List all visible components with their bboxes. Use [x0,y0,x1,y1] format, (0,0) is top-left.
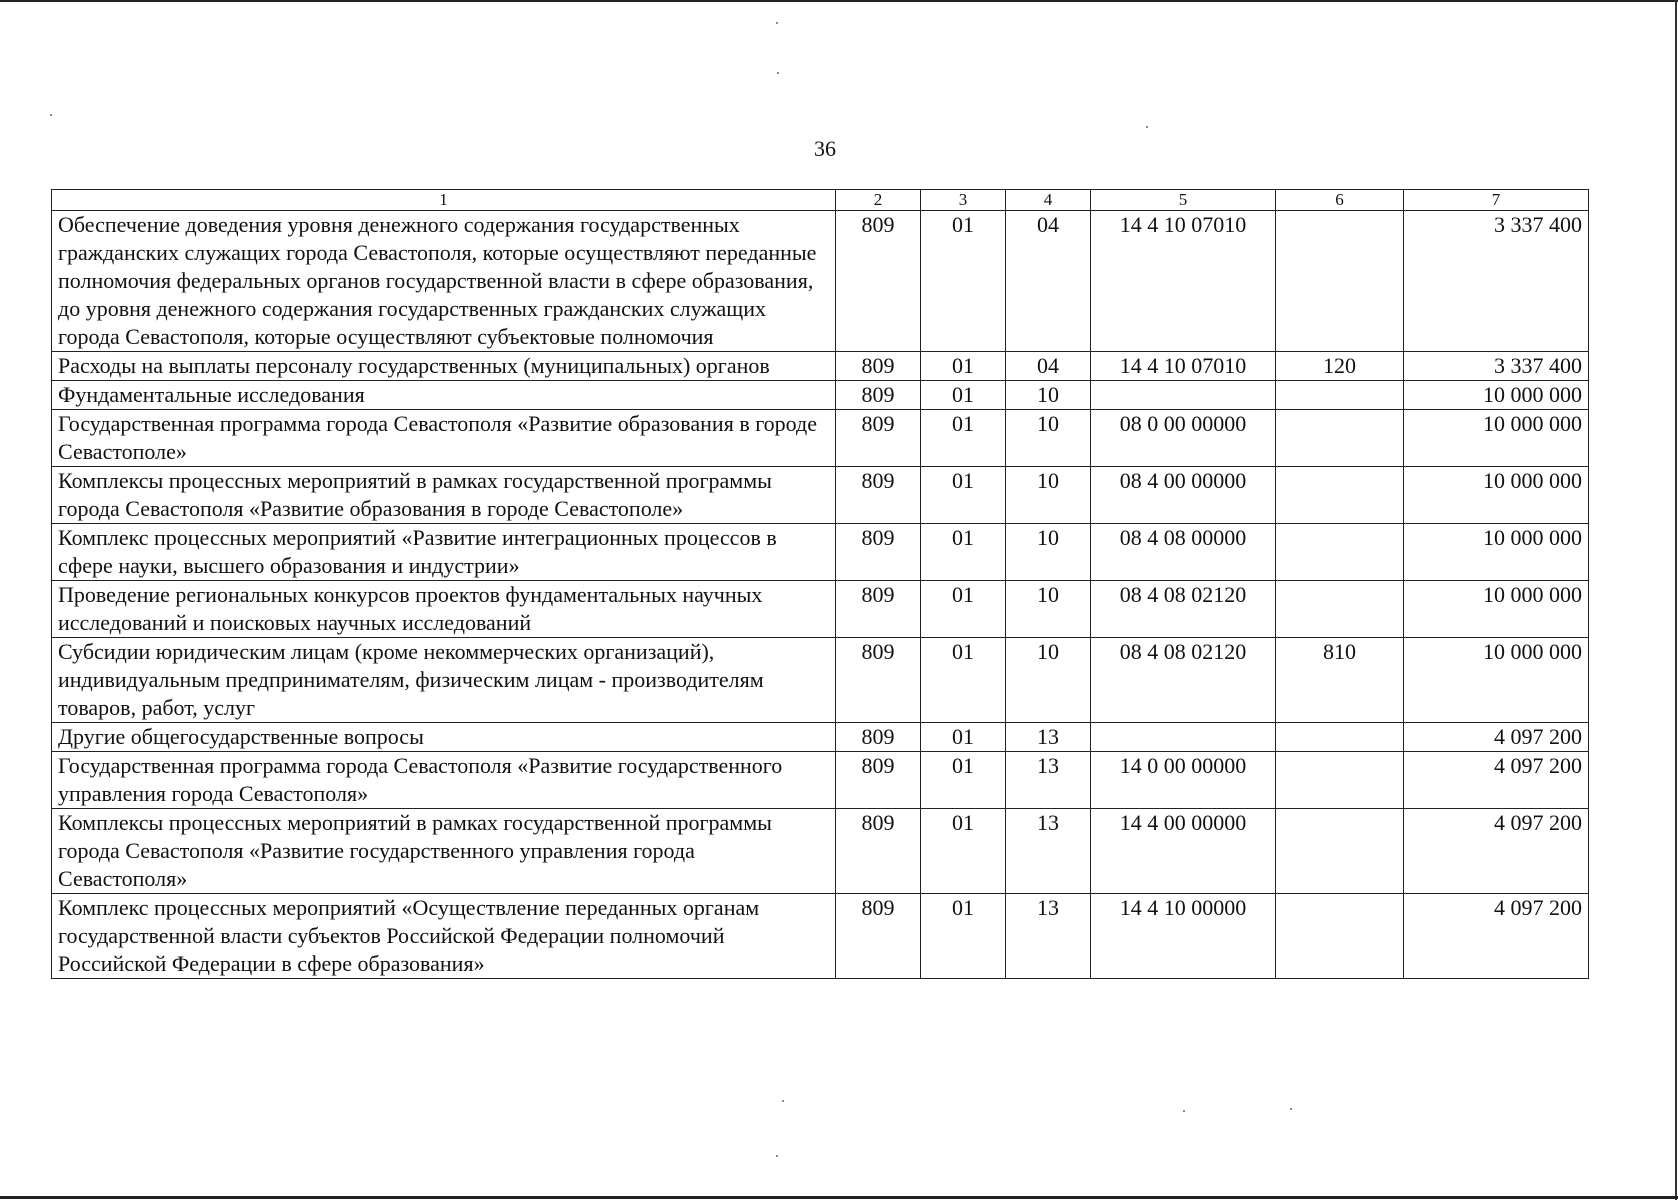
expense-name: Субсидии юридическим лицам (кроме некоммерческих организаций), индивидуальным предпринимателям, физическим лицам - производителям товаров, работ, услуг [52,638,836,723]
amount: 4 097 200 [1404,894,1589,979]
scan-speck [1183,1110,1185,1112]
subsection-code: 10 [1006,381,1091,410]
table-row [52,638,1589,723]
scan-speck [777,72,779,74]
scan-top-edge [0,0,1678,2]
section-code: 01 [921,723,1006,752]
column-header: 5 [1091,190,1276,211]
section-code: 01 [921,809,1006,894]
subsection-code: 04 [1006,352,1091,381]
expense-type-code [1276,894,1404,979]
ministry-code: 809 [836,524,921,581]
expense-name: Обеспечение доведения уровня денежного содержания государственных гражданских служащих города Севастополя, которые осуществляют переданные полномочия федеральных органов государственной власти в сфере образования, до уровня денежного содержания государственных гражданских служащих города Севастополя, которые осуществляют субъектовые полномочия [52,211,836,352]
scan-speck [1290,1108,1292,1110]
ministry-code: 809 [836,352,921,381]
expense-type-code [1276,524,1404,581]
column-header: 2 [836,190,921,211]
expense-type-code: 810 [1276,638,1404,723]
section-code: 01 [921,581,1006,638]
ministry-code: 809 [836,410,921,467]
expense-name: Фундаментальные исследования [52,381,836,410]
table-row [52,524,1589,581]
expense-type-code [1276,410,1404,467]
column-number-row [52,190,1589,211]
amount: 10 000 000 [1404,381,1589,410]
table-row [52,467,1589,524]
section-code: 01 [921,352,1006,381]
scan-right-edge [1675,0,1677,1200]
ministry-code: 809 [836,723,921,752]
amount: 3 337 400 [1404,211,1589,352]
amount: 4 097 200 [1404,723,1589,752]
expense-name: Государственная программа города Севастополя «Развитие образования в городе Севастополе» [52,410,836,467]
expense-type-code [1276,467,1404,524]
expense-type-code: 120 [1276,352,1404,381]
target-item-code: 14 4 10 07010 [1091,352,1276,381]
section-code: 01 [921,638,1006,723]
target-item-code: 14 4 00 00000 [1091,809,1276,894]
subsection-code: 10 [1006,410,1091,467]
expense-name: Расходы на выплаты персоналу государственных (муниципальных) органов [52,352,836,381]
amount: 4 097 200 [1404,752,1589,809]
expense-type-code [1276,752,1404,809]
table-row [52,352,1589,381]
expense-type-code [1276,809,1404,894]
scan-speck [1146,126,1148,128]
expense-name: Другие общегосударственные вопросы [52,723,836,752]
amount: 3 337 400 [1404,352,1589,381]
table-row [52,723,1589,752]
subsection-code: 13 [1006,809,1091,894]
subsection-code: 13 [1006,723,1091,752]
column-header: 4 [1006,190,1091,211]
section-code: 01 [921,410,1006,467]
ministry-code: 809 [836,894,921,979]
section-code: 01 [921,381,1006,410]
amount: 10 000 000 [1404,638,1589,723]
expense-type-code [1276,211,1404,352]
table-row [52,381,1589,410]
table-row [52,752,1589,809]
page-number: 36 [814,136,836,161]
section-code: 01 [921,467,1006,524]
scan-speck [776,1155,778,1157]
section-code: 01 [921,752,1006,809]
table-row [52,581,1589,638]
ministry-code: 809 [836,752,921,809]
target-item-code: 14 4 10 00000 [1091,894,1276,979]
scan-bottom-edge [0,1196,1678,1199]
expense-name: Государственная программа города Севастополя «Развитие государственного управления города Севастополя» [52,752,836,809]
subsection-code: 04 [1006,211,1091,352]
expense-type-code [1276,381,1404,410]
expense-name: Проведение региональных конкурсов проектов фундаментальных научных исследований и поисковых научных исследований [52,581,836,638]
target-item-code: 08 4 08 02120 [1091,581,1276,638]
amount: 10 000 000 [1404,410,1589,467]
scan-speck [782,1100,784,1102]
scan-speck [776,22,778,24]
expense-name: Комплексы процессных мероприятий в рамках государственной программы города Севастополя «Развитие государственного управления города Севастополя» [52,809,836,894]
target-item-code: 08 4 08 02120 [1091,638,1276,723]
target-item-code: 14 4 10 07010 [1091,211,1276,352]
subsection-code: 13 [1006,894,1091,979]
target-item-code [1091,381,1276,410]
column-header: 7 [1404,190,1589,211]
table-row [52,894,1589,979]
column-header: 3 [921,190,1006,211]
ministry-code: 809 [836,581,921,638]
budget-table [51,189,1589,979]
ministry-code: 809 [836,809,921,894]
subsection-code: 13 [1006,752,1091,809]
expense-type-code [1276,723,1404,752]
scan-speck [50,114,52,116]
amount: 10 000 000 [1404,581,1589,638]
amount: 10 000 000 [1404,524,1589,581]
target-item-code: 08 0 00 00000 [1091,410,1276,467]
expense-type-code [1276,581,1404,638]
ministry-code: 809 [836,211,921,352]
target-item-code: 08 4 00 00000 [1091,467,1276,524]
target-item-code: 14 0 00 00000 [1091,752,1276,809]
expense-name: Комплекс процессных мероприятий «Осуществление переданных органам государственной власти субъектов Российской Федерации полномочий Российской Федерации в сфере образования» [52,894,836,979]
ministry-code: 809 [836,467,921,524]
section-code: 01 [921,894,1006,979]
target-item-code [1091,723,1276,752]
subsection-code: 10 [1006,638,1091,723]
amount: 4 097 200 [1404,809,1589,894]
column-header: 1 [52,190,836,211]
amount: 10 000 000 [1404,467,1589,524]
column-header: 6 [1276,190,1404,211]
table-row [52,410,1589,467]
section-code: 01 [921,211,1006,352]
section-code: 01 [921,524,1006,581]
target-item-code: 08 4 08 00000 [1091,524,1276,581]
table-row [52,809,1589,894]
expense-name: Комплексы процессных мероприятий в рамках государственной программы города Севастополя «Развитие образования в городе Севастополе» [52,467,836,524]
expense-name: Комплекс процессных мероприятий «Развитие интеграционных процессов в сфере науки, высшего образования и индустрии» [52,524,836,581]
subsection-code: 10 [1006,581,1091,638]
table-row [52,211,1589,352]
ministry-code: 809 [836,638,921,723]
subsection-code: 10 [1006,467,1091,524]
subsection-code: 10 [1006,524,1091,581]
ministry-code: 809 [836,381,921,410]
